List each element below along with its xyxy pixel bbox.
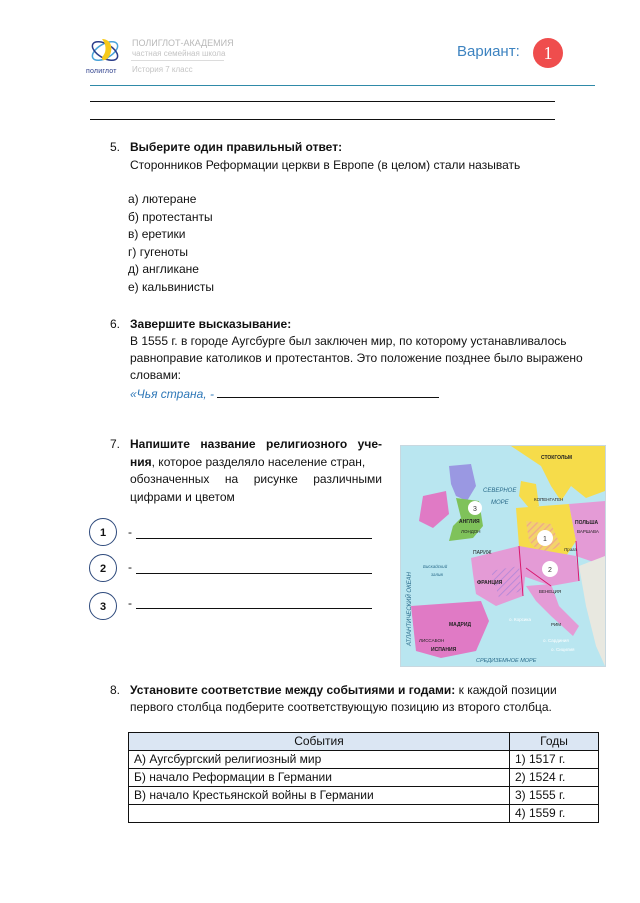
map-label-atlantic: АТЛАНТИЧЕСКИЙ ОКЕАН (407, 572, 413, 646)
svg-text:1: 1 (543, 536, 547, 543)
question-7-text-line1: , которое разделяло население стран, (151, 454, 366, 469)
answer-dash: - (128, 596, 132, 610)
quote-answer-field[interactable] (217, 384, 439, 398)
map-label-prague: Прага (564, 547, 577, 552)
question-6-title: Завершите высказывание: (130, 317, 292, 331)
map-label-france: ФРАНЦИЯ (477, 580, 503, 586)
answer-blank-line[interactable] (90, 119, 555, 120)
map-label-madrid: МАДРИД (449, 622, 472, 628)
option-a[interactable]: а) лютеране (128, 192, 197, 206)
question-8-text-rest: к каждой позиции (455, 683, 557, 697)
question-8-text-line2: первого столбца подберите соответствующую позицию из второго столбца. (130, 700, 552, 714)
year-cell: 2) 1524 г. (510, 769, 599, 787)
question-6-quote (130, 384, 439, 404)
question-6-number: 6. (110, 317, 121, 331)
question-5-number: 5. (110, 140, 121, 154)
map-label-biscay: Бискайский (423, 564, 448, 569)
map-label-spain: ИСПАНИЯ (431, 647, 457, 653)
svg-text:3: 3 (473, 506, 477, 513)
option-e[interactable]: е) кальвинисты (128, 279, 214, 294)
map-label-mediterranean: СРЕДИЗЕМНОЕ МОРЕ (476, 658, 537, 664)
header-events: События (129, 733, 510, 751)
answer-field-3[interactable] (136, 608, 372, 609)
svg-text:залив: залив (431, 572, 443, 577)
table-header-row (129, 733, 599, 751)
quote-start: «Чья страна, - (130, 387, 218, 401)
question-6-text-line3: словами: (130, 368, 182, 382)
map-label-rome: РИМ (551, 622, 561, 627)
answer-dash: - (128, 525, 132, 539)
map-label-london: ЛОНДОН (461, 529, 481, 534)
map-label-copenhagen: КОПЕНГАГЕН (534, 497, 564, 502)
map-label-corsica: о. Корсика (509, 617, 531, 622)
table-row (129, 751, 599, 769)
answer-marker-2: 2 (89, 554, 117, 582)
question-8-title: Установите соответствие между событиями и годами: (130, 683, 456, 697)
year-cell: 3) 1555 г. (510, 787, 599, 805)
event-cell (129, 805, 510, 823)
event-cell: Б) начало Реформации в Германии (129, 769, 510, 787)
svg-text:МОРЕ: МОРЕ (491, 500, 509, 506)
year-cell: 4) 1559 г. (510, 805, 599, 823)
answer-field-1[interactable] (136, 538, 372, 539)
logo-icon (86, 36, 124, 68)
svg-text:2: 2 (548, 567, 552, 574)
question-6-text-line1: В 1555 г. в городе Аугсбурге был заключен мир, по которому устанавливалось (130, 334, 567, 348)
brand-divider (131, 60, 224, 61)
answer-blank-line[interactable] (90, 101, 555, 102)
question-8-number: 8. (110, 683, 121, 697)
question-5-title: Выберите один правильный ответ: (130, 140, 343, 154)
map-label-england: АНГЛИЯ (459, 519, 480, 525)
variant-badge: 1 (533, 38, 563, 68)
question-7-text-line2: обозначенных на рисунке различными (130, 472, 382, 486)
answer-field-2[interactable] (136, 573, 372, 574)
course-label: История 7 класс (132, 65, 193, 74)
map-label-sardinia: о. Сардиния (543, 638, 569, 643)
event-cell: А) Аугсбургский религиозный мир (129, 751, 510, 769)
answer-marker-3: 3 (89, 592, 117, 620)
question-7-line1 (130, 454, 382, 472)
question-7-title-end: ния (130, 454, 152, 469)
option-v[interactable]: в) еретики (128, 227, 186, 241)
event-cell: В) начало Крестьянской войны в Германии (129, 787, 510, 805)
question-5-options (128, 191, 214, 296)
map-label-stockholm: СТОКГОЛЬМ (541, 455, 573, 461)
question-7-title: Напишите название религиозного уче- (130, 437, 382, 451)
option-g[interactable]: г) гугеноты (128, 244, 189, 259)
table-row (129, 787, 599, 805)
brand-subtitle: частная семейная школа (132, 49, 226, 58)
question-6-text-line2: равноправие католиков и протестантов. Это положение позднее было выражено (130, 351, 583, 365)
header-years: Годы (510, 733, 599, 751)
map-label-poland: ПОЛЬША (575, 520, 599, 526)
question-8-text-line1 (130, 682, 557, 700)
map-label-paris: ПАРИЖ (473, 550, 492, 556)
brand-name: ПОЛИГЛОТ-АКАДЕМИЯ (132, 38, 234, 48)
map-label-warsaw: ВАРШАВА (577, 529, 599, 534)
table-row (129, 805, 599, 823)
logo-caption: полиглот (86, 68, 117, 75)
option-d[interactable]: д) англикане (128, 262, 199, 276)
map-label-venice: ВЕНЕЦИЯ (539, 589, 562, 594)
table-row (129, 769, 599, 787)
matching-table (128, 732, 599, 823)
map-label-sicily: о. Сицилия (551, 647, 575, 652)
question-7-text (130, 436, 382, 506)
answer-dash: - (128, 560, 132, 574)
answer-marker-1: 1 (89, 518, 117, 546)
map-label-lisbon: ЛИССАБОН (419, 638, 445, 643)
question-7-text-line3: цифрами и цветом (130, 489, 235, 504)
question-5-text: Сторонников Реформации церкви в Европе (в целом) стали называть (130, 158, 521, 172)
europe-reformation-map (400, 445, 606, 667)
year-cell: 1) 1517 г. (510, 751, 599, 769)
map-label-north-sea: СЕВЕРНОЕ (483, 488, 517, 494)
option-b[interactable]: б) протестанты (128, 209, 213, 224)
question-7-number: 7. (110, 437, 121, 451)
variant-label: Вариант: (457, 43, 520, 60)
header-divider (90, 85, 595, 86)
